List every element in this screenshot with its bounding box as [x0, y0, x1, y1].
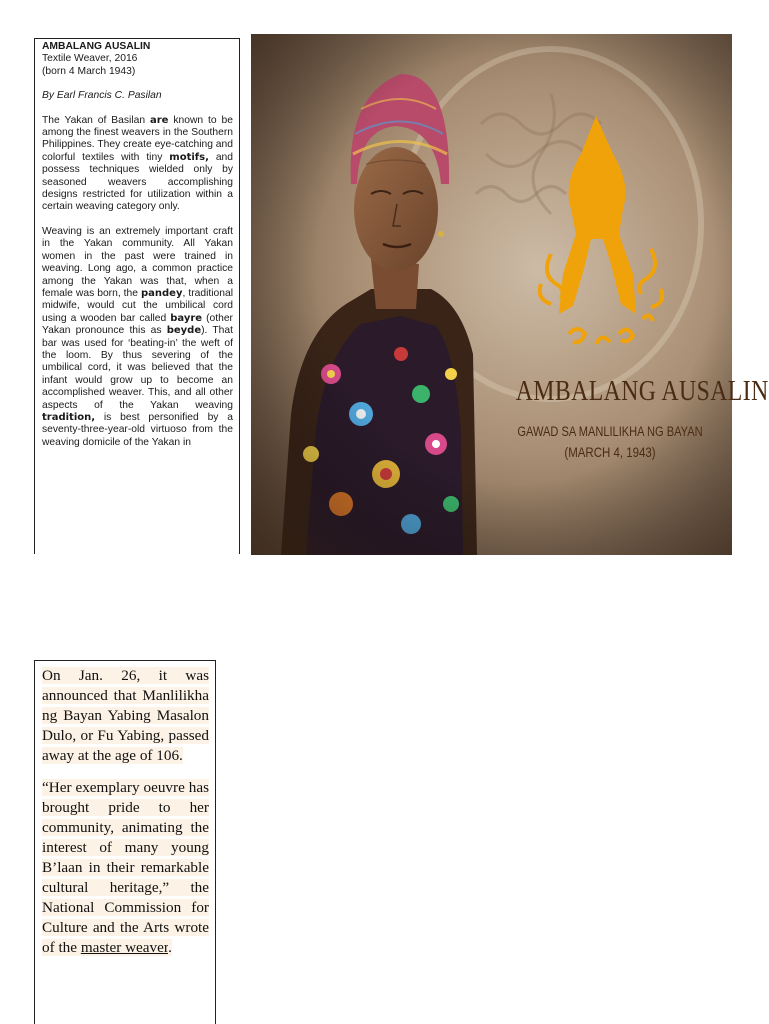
text-run: Weaving is an extremely important craft in the Yakan community. All Yakan women in the past were trained in weaving. Long ago, a common practice among the Yakan was that, when a female was born, the: [42, 225, 233, 299]
bold-term: beyde: [166, 325, 202, 337]
bio-paragraph-1: [42, 115, 233, 214]
text-run: and possess techniques wielded only by seasoned weavers accomplishing designs restricted for utilization within a certain weaving category only.: [42, 151, 233, 213]
text-run: (other Yakan pronounce this as: [42, 312, 233, 337]
bold-term: bayre: [170, 312, 203, 324]
bio-name: AMBALANG AUSALIN: [42, 41, 151, 52]
bold-term: are: [150, 114, 169, 126]
text-run: .: [168, 939, 172, 956]
bio-byline: By Earl Francis C. Pasilan: [42, 90, 162, 102]
news-text-box: [34, 660, 216, 1024]
bio-text-box: [34, 38, 240, 554]
bold-term: pandey: [141, 287, 183, 299]
master-weaver-link[interactable]: master weaver: [80, 939, 169, 956]
text-run: known to be among the finest weavers in the Southern Philippines. They create eye-catching and colorful textiles with tiny: [42, 114, 234, 163]
text-run: is best personified by a seventy-three-year-old virtuoso from the weaving domicile of the Yakan in: [42, 411, 233, 448]
text-run: On Jan. 26, it was announced that Manlilikha ng Bayan Yabing Masalon Dulo, or Fu Yabing, passed away at the age of 106.: [42, 667, 209, 764]
banner-subtitle: GAWAD SA MANLILIKHA NG BAYAN: [517, 424, 703, 439]
news-paragraph-2: [42, 778, 209, 958]
banner-title: AMBALANG AUSALIN: [515, 375, 769, 407]
bio-paragraph-2: [42, 226, 233, 449]
text-run: ). That bar was used for ‘beating-in’ the weft of the loom. By thus severing of the umbilical cord, it was believed that the infant would grow up to become an accomplished weaver. This, and all other aspects of the Yakan weaving: [42, 325, 233, 411]
text-run: , traditional midwife, would cut the umbilical cord using a wooden bar called: [42, 287, 233, 324]
text-run: “Her exemplary oeuvre has brought pride to her community, animating the interest of many young B’laan in their remarkable cultural heritage,” the National Commission for Culture and the Arts wrote of the: [42, 779, 209, 956]
news-paragraph-1: [42, 666, 209, 766]
bold-term: motifs,: [169, 151, 209, 163]
text-run: The Yakan of Basilan: [42, 114, 150, 126]
bio-born: (born 4 March 1943): [42, 65, 136, 77]
banner-date: (MARCH 4, 1943): [564, 444, 656, 460]
banner-artwork: [251, 34, 769, 555]
bold-term: tradition,: [42, 411, 96, 423]
portrait-banner: [251, 34, 769, 555]
bio-role: Textile Weaver, 2016: [42, 53, 138, 65]
